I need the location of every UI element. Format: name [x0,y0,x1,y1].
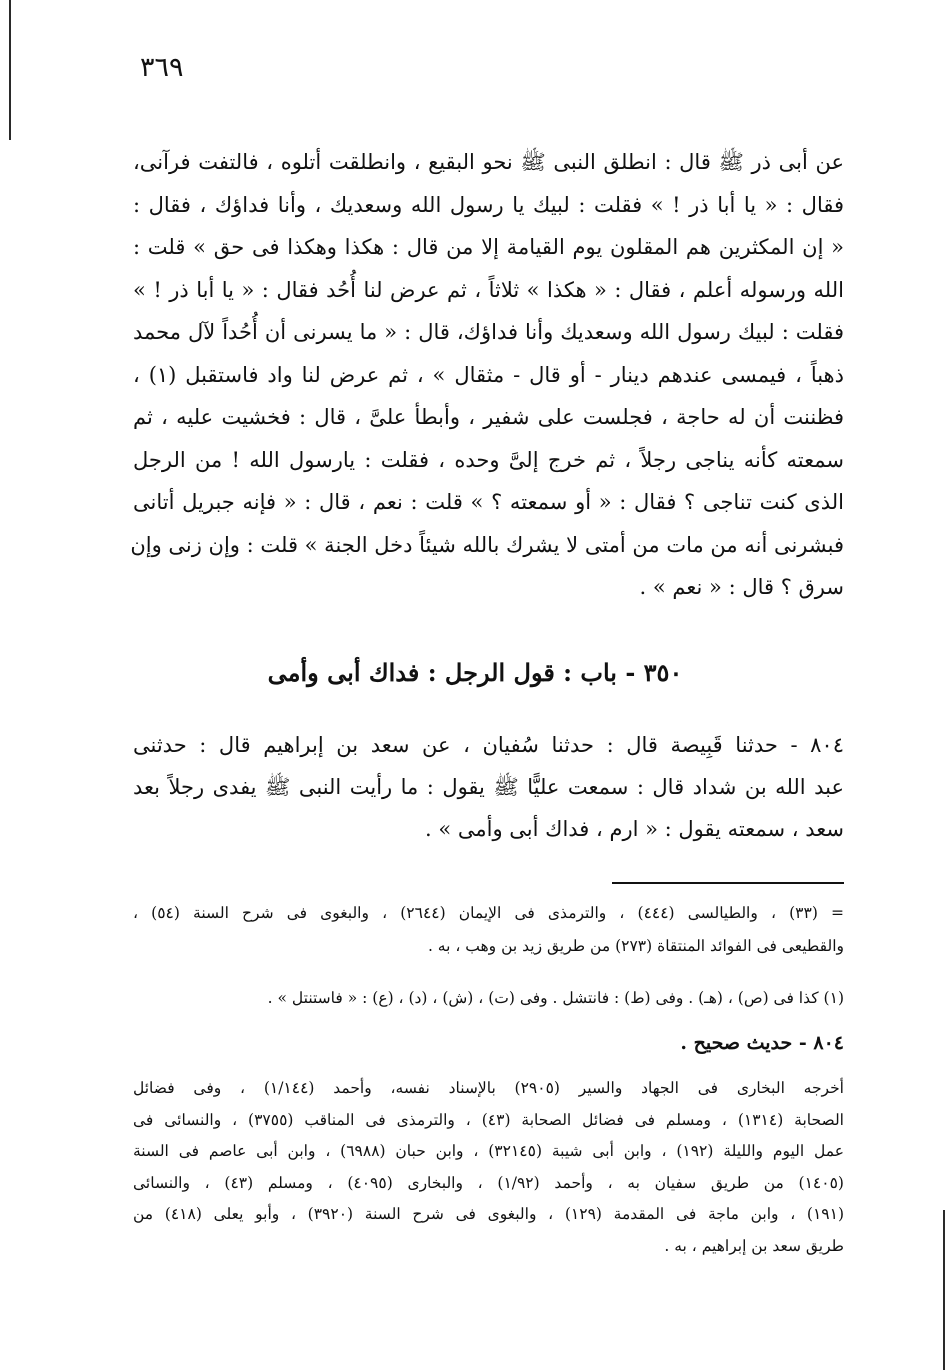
footnote-1 [133,982,844,1015]
text-line: عن أبى ذر ﷺ قال : انطلق النبى ﷺ نحو البقيع ، وانطلقت أتلوه ، فالتفت فرآنى، [133,150,844,174]
text-line: عبد الله بن شداد قال : سمعت عليًّا ﷺ يقول : ما رأيت النبى ﷺ يفدى رجلاً بعد [133,775,844,799]
text-line: سعد ، سمعته يقول : « ارم ، فداك أبى وأمى » . [425,817,844,841]
hadith-body-text [130,141,844,609]
text-line: فبشرنى أنه من مات من أمتى لا يشرك بالله شيئاً دخل الجنة » قلت : وإن زنى وإن [130,532,844,557]
page-number: ٣٦٩ [140,52,184,83]
text-line: ذهباً ، فيمسى عندهم دينار - أو قال - مثقال » ، ثم عرض لنا واد فاستقبل (١) ، [133,362,844,387]
footnote-line: = (٣٣) ، والطيالسى (٤٤٤) ، والترمذى فى الإيمان (٢٦٤٤) ، والبغوى فى شرح السنة (٥٤) ، [133,904,844,922]
takhrij-line: (١٩١) ، وابن ماجة فى المقدمة (١٢٩) ، والبغوى فى شرح السنة (٣٩٢٠) ، وأبو يعلى (٤١٨) من [133,1205,845,1224]
footnote-line: (١) كذا فى (ص) ، (هـ) . وفى (ط) : فانتشل . وفى (ت) ، (ش) ، (د) ، (ع) : « فاستنتل » . [267,989,844,1007]
text-line: سرق ؟ قال : « نعم » . [639,575,844,599]
takhrij-line: الصحابة (١٣١٤) ، ومسلم فى فضائل الصحابة (٤٣) ، والترمذى فى المناقب (٣٧٥٥) ، والنسائى فى [133,1110,844,1129]
takhrij-text [133,1073,844,1263]
footnote-separator [612,882,844,884]
text-line: الله ورسوله أعلم ، فقال : « هكذا » ثلاثاً ، ثم عرض لنا أُحُد فقال : « يا أبا ذر ! » [133,277,844,302]
text-line: سمعته كأنه يناجى رجلاً ، ثم خرج إلىَّ وحده ، فقلت : يارسول الله ! من الرجل [133,447,844,472]
footnote-continuation [133,897,844,963]
margin-rule-right [943,1210,945,1370]
text-line: الذى كنت تناجى ؟ فقال : « أو سمعته ؟ » قلت : نعم ، قال : « فإنه جبريل أتانى [133,490,844,514]
chapter-heading: ٣٥٠ - باب : قول الرجل : فداك أبى وأمى [267,658,683,687]
takhrij-line: عمل اليوم والليلة (١٩٢) ، وابن أبى شيبة (٣٢١٤٥) ، وابن حبان (٦٩٨٨) ، وابن أبى عاصم فى السنة [133,1142,844,1161]
footnote-line: والقطيعى فى الفوائد المنتقاة (٢٧٣) من طريق زيد بن وهب ، به . [427,937,844,955]
takhrij-line: (١٤٠٥) من طريق سفيان به ، وأحمد (١/٩٢) ، والبخارى (٤٠٩٥) ، ومسلم (٤٣) ، والنسائى [133,1173,844,1192]
text-line: فقال : « يا أبا ذر ! » فقلت : لبيك يا رسول الله وسعديك ، وأنا فداؤك ، فقال : [133,192,844,217]
takhrij-line: أخرجه البخارى فى الجهاد والسير (٢٩٠٥) بالإسناد نفسه، وأحمد (١/١٤٤) ، وفى فضائل [133,1079,844,1097]
text-line: ٨٠٤ - حدثنا قَبِيصة قال : حدثنا سُفيان ، عن سعد بن إبراهيم قال : حدثنى [133,733,844,757]
text-line: فقلت : لبيك رسول الله وسعديك وأنا فداؤك، قال : « ما يسرنى أن أُحُداً لآل محمد [133,320,844,344]
text-line: فظننت أن له حاجة ، فجلست على شفير ، وأبطأ علىَّ ، قال : فخشيت عليه ، ثم [133,405,844,429]
hadith-804-text [133,724,844,850]
hadith-grade: ٨٠٤ - حديث صحيح . [680,1032,844,1054]
text-line: « إن المكثرين هم المقلون يوم القيامة إلا من قال : هكذا وهكذا فى حق » قلت : [133,235,844,259]
margin-rule-left [9,0,11,140]
takhrij-line: طريق سعد بن إبراهيم ، به . [664,1236,844,1255]
